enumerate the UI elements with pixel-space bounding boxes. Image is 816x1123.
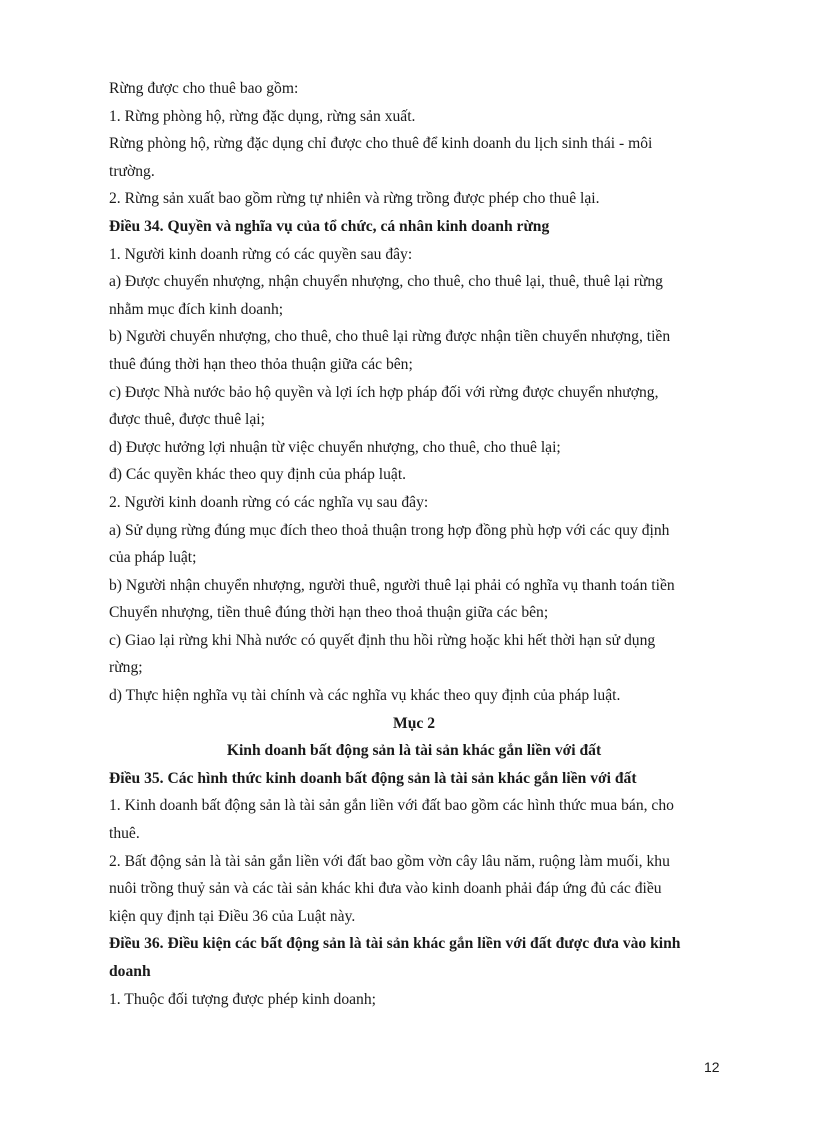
- document-body: [109, 75, 719, 1013]
- list-item-line: 1. Người kinh doanh rừng có các quyền sau đây:: [109, 245, 413, 263]
- list-item-line: 2. Rừng sản xuất bao gồm rừng tự nhiên và rừng trồng được phép cho thuê lại.: [109, 190, 600, 208]
- list-item-line: 1. Kinh doanh bất động sản là tài sản gắn liền với đất bao gồm các hình thức mua bán, cho: [109, 797, 674, 815]
- paragraph-line: Rừng phòng hộ, rừng đặc dụng chỉ được cho thuê để kinh doanh du lịch sinh thái - môi: [109, 135, 653, 153]
- article-heading-36-cont: doanh: [109, 963, 151, 980]
- list-item-line: a) Sử dụng rừng đúng mục đích theo thoả thuận trong hợp đồng phù hợp với các quy định: [109, 521, 670, 539]
- paragraph-line: được thuê, được thuê lại;: [109, 411, 265, 429]
- paragraph-line: rừng;: [109, 659, 143, 677]
- paragraph-line: nuôi trồng thuỷ sản và các tài sản khác khi đưa vào kinh doanh phải đáp ứng đủ các điều: [109, 880, 662, 898]
- paragraph-line: nhằm mục đích kinh doanh;: [109, 300, 284, 318]
- article-heading-36: Điều 36. Điều kiện các bất động sản là tài sản khác gắn liền với đất được đưa vào kinh: [109, 935, 681, 953]
- list-item-line: b) Người chuyển nhượng, cho thuê, cho thuê lại rừng được nhận tiền chuyển nhượng, tiền: [109, 328, 671, 346]
- list-item-line: a) Được chuyển nhượng, nhận chuyển nhượng, cho thuê, cho thuê lại, thuê, thuê lại rừng: [109, 273, 663, 291]
- section-title: Kinh doanh bất động sản là tài sản khác gắn liền với đất: [226, 742, 602, 760]
- paragraph-line: thuê.: [109, 825, 140, 843]
- article-heading-35: Điều 35. Các hình thức kinh doanh bất động sản là tài sản khác gắn liền với đất: [109, 769, 637, 787]
- list-item-line: đ) Các quyền khác theo quy định của pháp luật.: [109, 466, 407, 484]
- section-heading: Mục 2: [392, 714, 435, 732]
- list-item-line: 1. Thuộc đối tượng được phép kinh doanh;: [109, 990, 376, 1008]
- list-item-line: c) Giao lại rừng khi Nhà nước có quyết định thu hồi rừng hoặc khi hết thời hạn sử dụng: [109, 631, 656, 649]
- list-item-line: c) Được Nhà nước bảo hộ quyền và lợi ích hợp pháp đối với rừng được chuyển nhượng,: [109, 383, 659, 401]
- paragraph-line: thuê đúng thời hạn theo thỏa thuận giữa các bên;: [109, 355, 413, 373]
- paragraph-line: của pháp luật;: [109, 549, 197, 567]
- paragraph-line: Rừng được cho thuê bao gồm:: [109, 80, 299, 97]
- list-item-line: 2. Người kinh doanh rừng có các nghĩa vụ sau đây:: [109, 493, 429, 511]
- list-item-line: 2. Bất động sản là tài sản gắn liền với đất bao gồm vờn cây lâu năm, ruộng làm muối, khu: [109, 852, 670, 870]
- paragraph-line: Chuyển nhượng, tiền thuê đúng thời hạn theo thoả thuận giữa các bên;: [109, 604, 549, 622]
- page-number: 12: [704, 1059, 720, 1075]
- paragraph-line: trường.: [109, 162, 155, 180]
- list-item-line: d) Thực hiện nghĩa vụ tài chính và các nghĩa vụ khác theo quy định của pháp luật.: [109, 687, 621, 705]
- list-item-line: b) Người nhận chuyển nhượng, người thuê, người thuê lại phải có nghĩa vụ thanh toán tiền: [109, 576, 675, 594]
- list-item-line: 1. Rừng phòng hộ, rừng đặc dụng, rừng sản xuất.: [109, 107, 416, 125]
- list-item-line: d) Được hưởng lợi nhuận từ việc chuyển nhượng, cho thuê, cho thuê lại;: [109, 438, 561, 456]
- paragraph-line: kiện quy định tại Điều 36 của Luật này.: [109, 907, 356, 925]
- article-heading-34: Điều 34. Quyền và nghĩa vụ của tổ chức, cá nhân kinh doanh rừng: [109, 217, 550, 235]
